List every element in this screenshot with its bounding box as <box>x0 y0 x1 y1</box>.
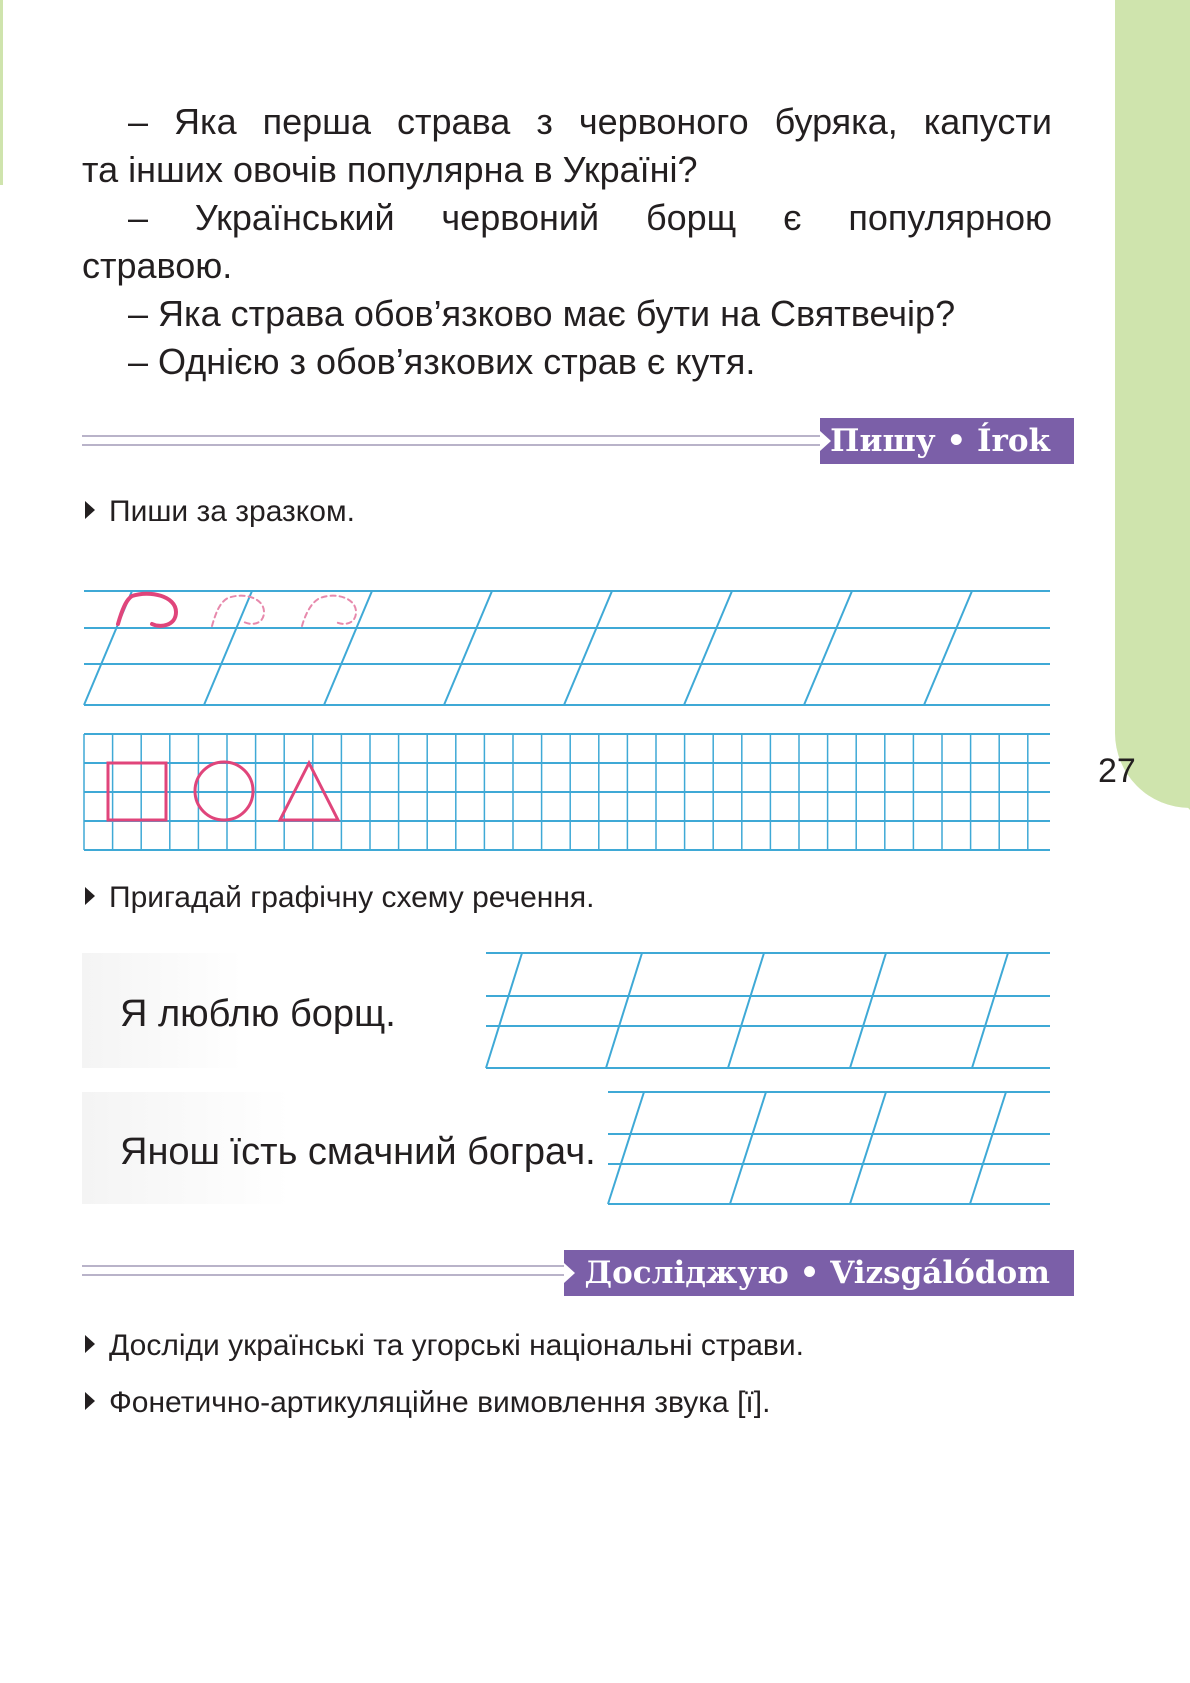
bullet-triangle-icon <box>85 1392 95 1410</box>
dialogue-line-1: – Яка перша страва з червоного буряка, капусти <box>128 101 1052 142</box>
sentence-1: Я люблю борщ. <box>120 993 396 1035</box>
task-sentence-scheme-text: Пригадай графічну схему речення. <box>109 881 595 914</box>
bullet-triangle-icon <box>85 1335 95 1353</box>
task-write-sample-text: Пиши за зразком. <box>109 495 355 528</box>
dialogue-line-6: – Однією з обов’язкових страв є кутя. <box>128 341 756 382</box>
task-research-dishes-text: Досліди українські та угорські національні страви. <box>109 1329 804 1362</box>
task-phonetic-text: Фонетично-артикуляційне вимовлення звука [ї]. <box>109 1386 771 1419</box>
dialogue-line-4: стравою. <box>82 245 233 286</box>
section-header-research <box>564 1250 1074 1296</box>
task-sentence-scheme <box>85 880 595 916</box>
section-header-write-title: Пишу • Írok <box>830 423 1050 459</box>
section-divider <box>82 1265 572 1279</box>
task-research-dishes <box>85 1328 804 1364</box>
bullet-triangle-icon <box>85 887 95 905</box>
dialogue-line-2: та інших овочів популярна в Україні? <box>82 149 698 190</box>
header-arrow-icon <box>564 1263 575 1283</box>
dialogue-line-5: – Яка страва обов’язково має бути на Святвечір? <box>128 293 956 334</box>
dialogue-line-3: – Український червоний борщ є популярною <box>128 197 1052 238</box>
task-phonetic <box>85 1385 770 1421</box>
sentence-2: Янош їсть смачний бограч. <box>120 1131 596 1173</box>
section-header-research-title: Досліджую • Vizsgálódom <box>584 1255 1050 1291</box>
page-number: 27 <box>1098 752 1136 790</box>
